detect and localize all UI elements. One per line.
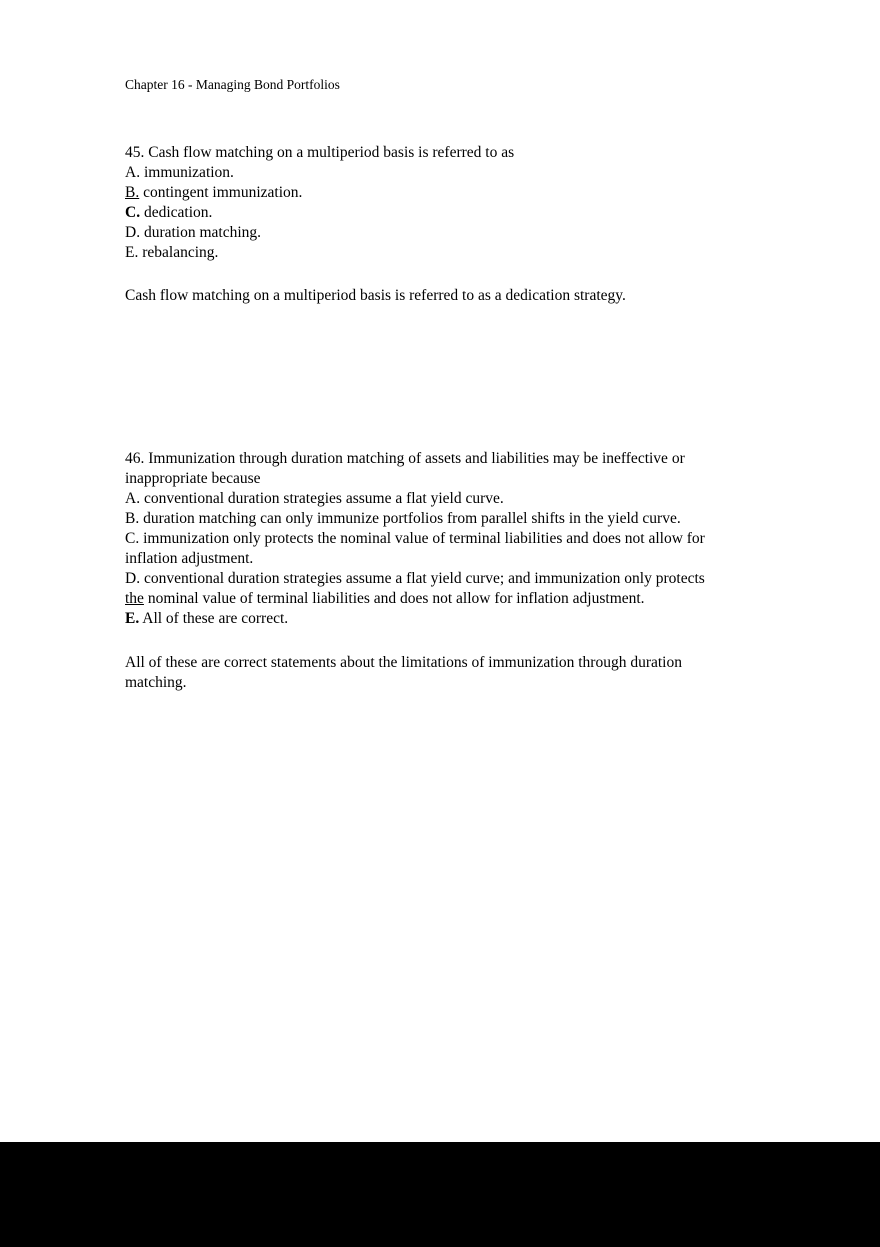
option-text: conventional duration strategies assume a flat yield curve; and immunization only protects	[143, 570, 705, 587]
question-46-stem-line1: 46. Immunization through duration matching of assets and liabilities may be ineffective or	[125, 450, 685, 467]
option-letter: E.	[125, 244, 139, 261]
option-letter: D.	[125, 570, 141, 587]
chapter-header: Chapter 16 - Managing Bond Portfolios	[125, 77, 340, 92]
question-46-stem-line2: inappropriate because	[125, 470, 261, 487]
question-45	[125, 143, 845, 263]
question-45-stem: 45. Cash flow matching on a multiperiod basis is referred to as	[125, 144, 515, 161]
explanation-text-line2: matching.	[125, 674, 187, 691]
option-text: conventional duration strategies assume a flat yield curve.	[143, 490, 504, 507]
option-letter: B.	[125, 184, 140, 201]
option-text: inflation adjustment.	[125, 550, 254, 567]
option-letter: C.	[125, 530, 140, 547]
option-text: rebalancing.	[142, 244, 219, 261]
question-45-option-d	[125, 223, 845, 243]
option-text: immunization.	[143, 164, 234, 181]
question-45-option-b	[125, 183, 845, 203]
question-46	[125, 449, 845, 629]
option-letter: A.	[125, 164, 141, 181]
question-45-explanation	[125, 286, 845, 306]
question-46-option-d-line1	[125, 569, 845, 589]
question-46-option-d-line2	[125, 589, 845, 609]
option-text: immunization only protects the nominal value of terminal liabilities and does not allow for	[143, 530, 705, 547]
question-46-explanation	[125, 653, 845, 693]
question-46-option-c-line1	[125, 529, 845, 549]
question-46-option-c-line2	[125, 549, 845, 569]
question-45-option-c	[125, 203, 845, 223]
option-text: contingent immunization.	[143, 184, 303, 201]
explanation-text-line1: All of these are correct statements about the limitations of immunization through duration	[125, 654, 682, 671]
underlined-word: the	[125, 590, 144, 607]
question-46-option-b	[125, 509, 845, 529]
option-letter: E.	[125, 610, 140, 627]
question-45-option-a	[125, 163, 845, 183]
question-46-option-a	[125, 489, 845, 509]
option-text: nominal value of terminal liabilities and does not allow for inflation adjustment.	[143, 590, 645, 607]
explanation-text: Cash flow matching on a multiperiod basis is referred to as a dedication strategy.	[125, 287, 626, 304]
bottom-black-bar	[0, 1142, 880, 1247]
option-text: duration matching.	[143, 224, 262, 241]
option-letter: D.	[125, 224, 141, 241]
option-letter: C.	[125, 204, 141, 221]
option-text: All of these are correct.	[142, 610, 289, 627]
question-45-option-e	[125, 243, 845, 263]
option-text: dedication.	[143, 204, 213, 221]
question-46-option-e	[125, 609, 845, 629]
option-text: duration matching can only immunize portfolios from parallel shifts in the yield curve.	[143, 510, 681, 527]
option-letter: B.	[125, 510, 140, 527]
option-letter: A.	[125, 490, 141, 507]
